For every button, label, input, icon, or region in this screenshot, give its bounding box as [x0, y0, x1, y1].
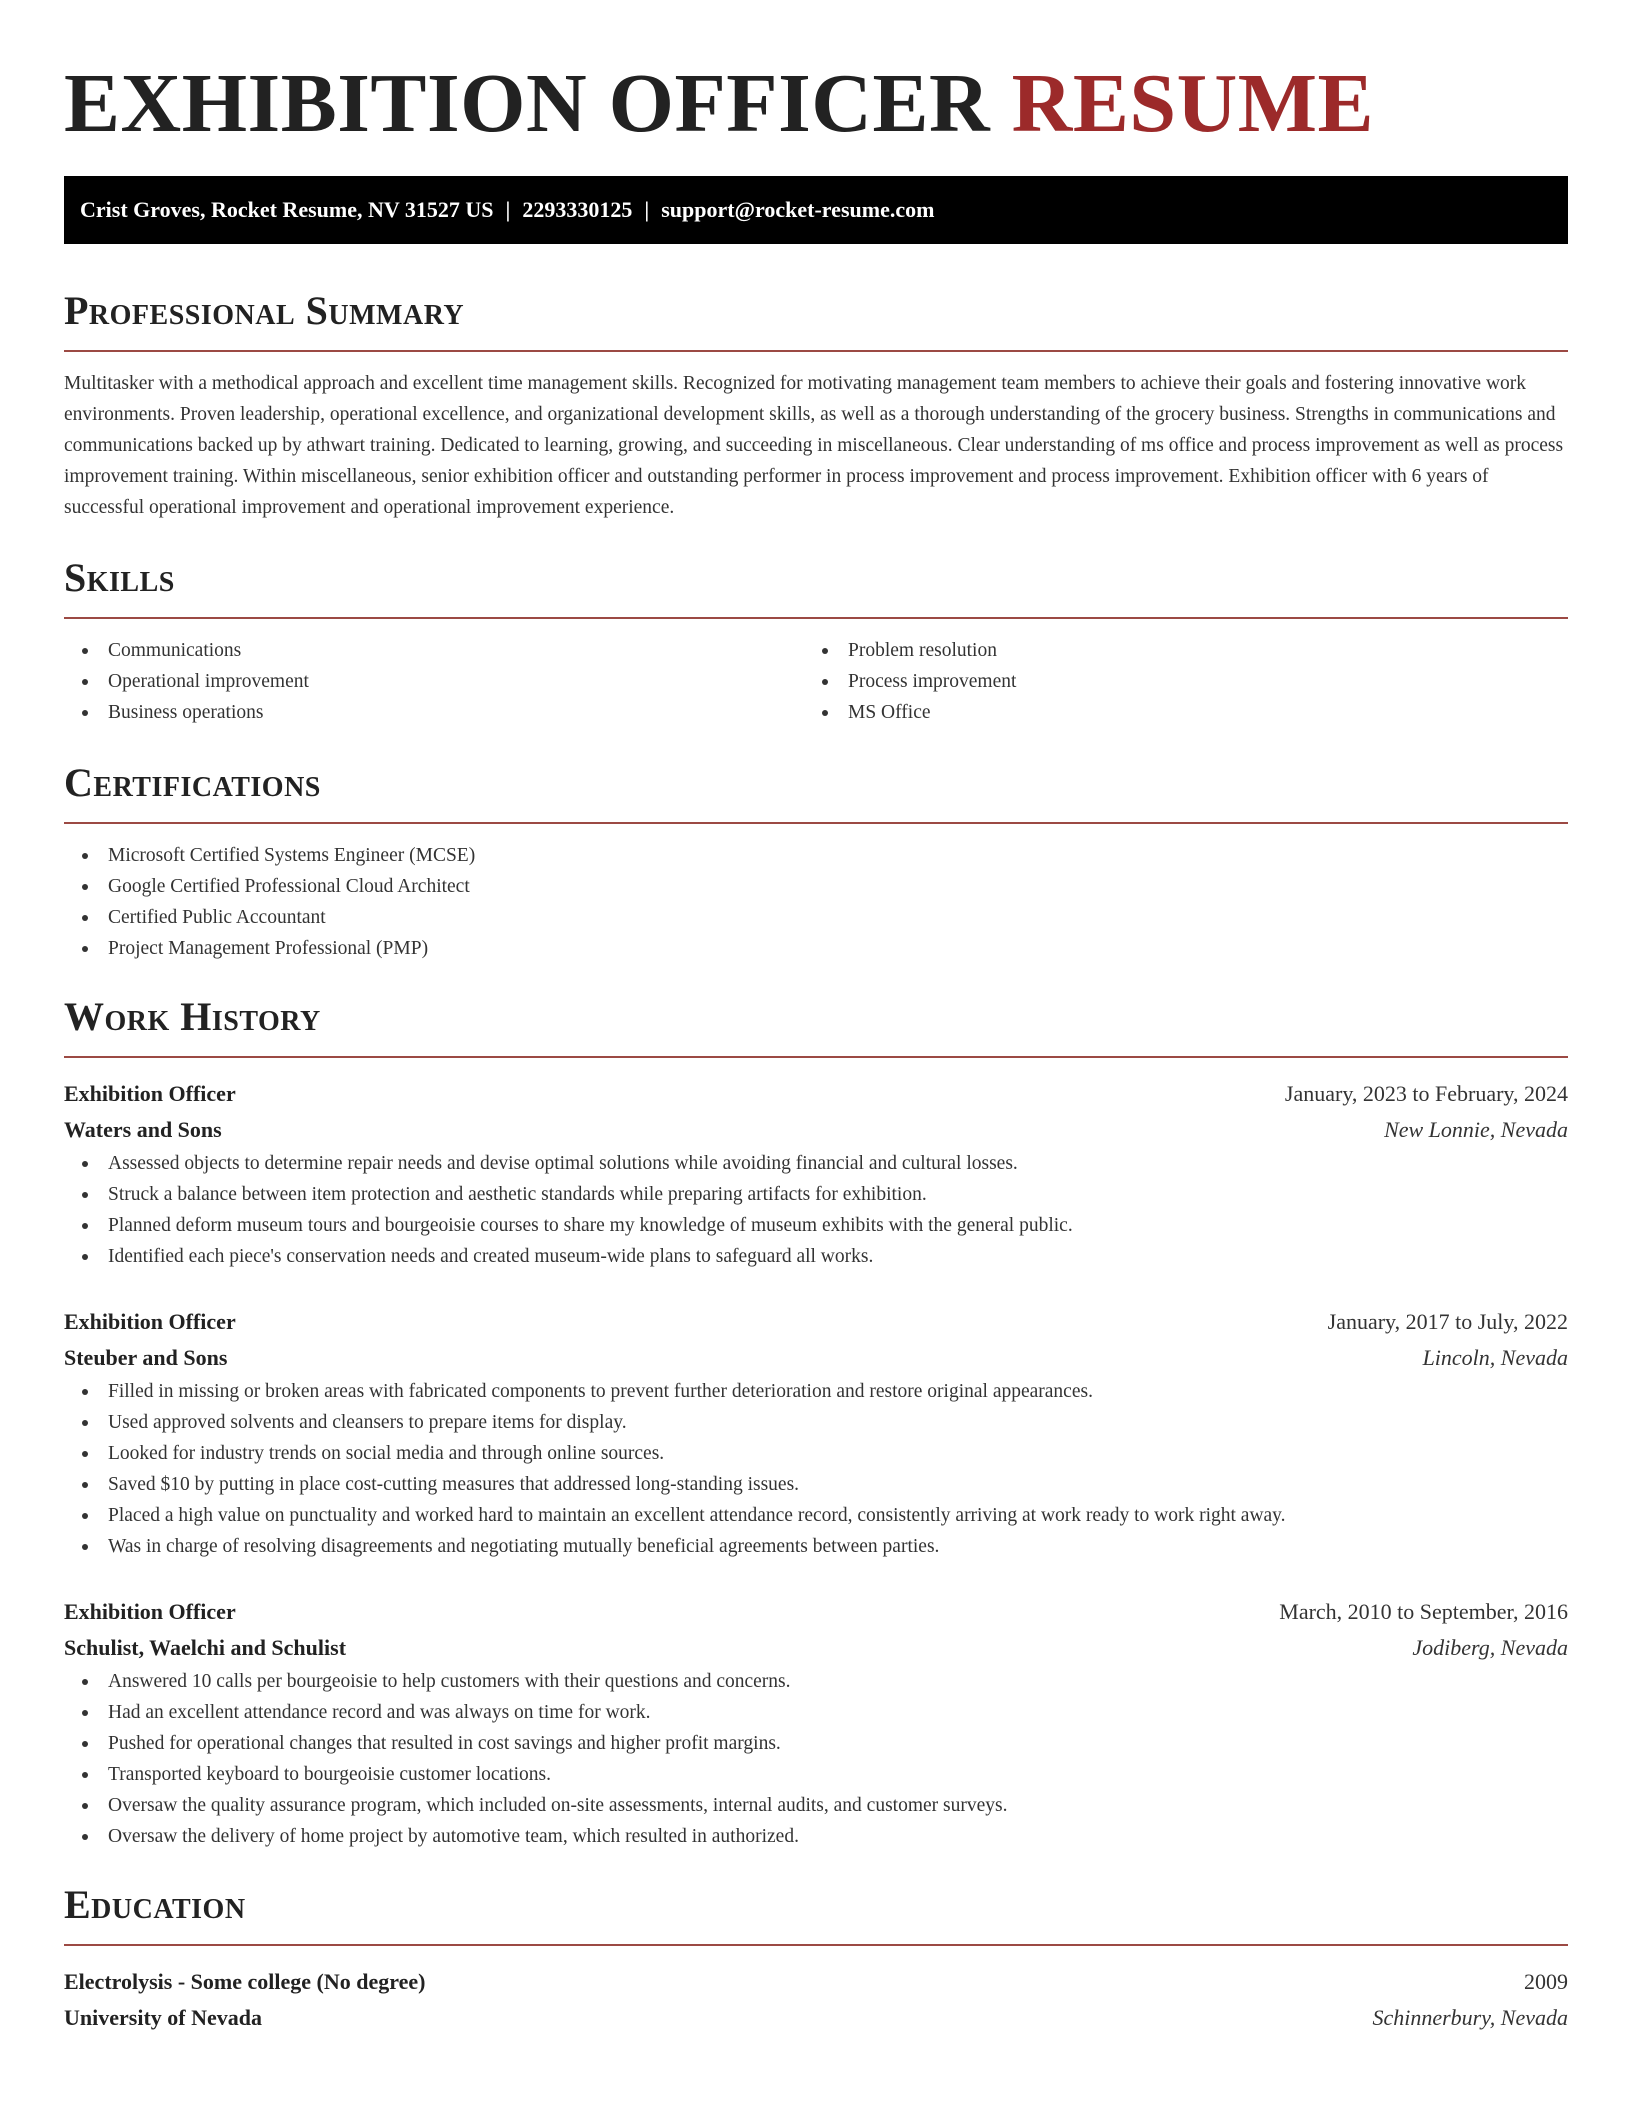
- work-history-section: [64, 992, 1568, 1852]
- title-main: EXHIBITION OFFICER: [64, 57, 991, 150]
- education-school: University of Nevada: [64, 2005, 262, 2030]
- job-dates: January, 2023 to February, 2024: [1284, 1081, 1568, 1106]
- education-year: 2009: [1524, 1969, 1568, 1994]
- summary-heading: Professional Summary: [64, 288, 465, 333]
- job-entry: [64, 1076, 1568, 1272]
- job-company-row: [64, 1630, 1568, 1666]
- title-accent: RESUME: [1011, 57, 1375, 150]
- education-heading: Education: [64, 1882, 246, 1927]
- job-header-row: [64, 1076, 1568, 1112]
- education-school-row: [64, 2000, 1568, 2036]
- job-company-row: [64, 1340, 1568, 1376]
- job-bullet: Looked for industry trends on social media and through online sources.: [64, 1438, 1568, 1469]
- education-section: [64, 1880, 1568, 2036]
- job-bullets: [64, 1666, 1568, 1852]
- job-bullet: Had an excellent attendance record and was always on time for work.: [64, 1697, 1568, 1728]
- job-title: Exhibition Officer: [64, 1081, 236, 1106]
- job-bullet: Saved $10 by putting in place cost-cutting measures that addressed long-standing issues.: [64, 1469, 1568, 1500]
- skill-item: MS Office: [804, 697, 1544, 728]
- education-location: Schinnerbury, Nevada: [1372, 2005, 1568, 2030]
- contact-phone: 2293330125: [522, 197, 633, 222]
- job-location: New Lonnie, Nevada: [1384, 1117, 1568, 1142]
- contact-separator: |: [505, 197, 511, 222]
- certifications-list: [64, 840, 1568, 964]
- job-bullet: Used approved solvents and cleansers to prepare items for display.: [64, 1407, 1568, 1438]
- education-header-row: [64, 1964, 1568, 2000]
- job-bullets: [64, 1376, 1568, 1562]
- job-bullet: Was in charge of resolving disagreements and negotiating mutually beneficial agreements between parties.: [64, 1531, 1568, 1562]
- education-degree: Electrolysis - Some college (No degree): [64, 1969, 426, 1994]
- job-bullet: Oversaw the quality assurance program, which included on-site assessments, internal audits, and customer surveys.: [64, 1790, 1568, 1821]
- skill-item: Problem resolution: [804, 635, 1544, 666]
- job-company: Schulist, Waelchi and Schulist: [64, 1635, 347, 1660]
- job-title: Exhibition Officer: [64, 1599, 236, 1624]
- job-bullet: Placed a high value on punctuality and worked hard to maintain an excellent attendance record, consistently arriving at work ready to work right away.: [64, 1500, 1568, 1531]
- job-bullet: Pushed for operational changes that resulted in cost savings and higher profit margins.: [64, 1728, 1568, 1759]
- certification-item: Google Certified Professional Cloud Architect: [64, 871, 1568, 902]
- skills-section: [64, 553, 1568, 728]
- job-bullet: Identified each piece's conservation needs and created museum-wide plans to safeguard all works.: [64, 1241, 1568, 1272]
- education-entry: [64, 1964, 1568, 2036]
- job-bullet: Oversaw the delivery of home project by automotive team, which resulted in authorized.: [64, 1821, 1568, 1852]
- contact-email[interactable]: support@rocket-resume.com: [661, 197, 935, 222]
- section-divider: [64, 350, 1568, 352]
- job-dates: March, 2010 to September, 2016: [1279, 1599, 1568, 1624]
- job-bullet: Assessed objects to determine repair needs and devise optimal solutions while avoiding financial and cultural losses.: [64, 1148, 1568, 1179]
- resume-page: [64, 0, 1568, 2036]
- skills-list-right: [804, 635, 1544, 728]
- job-header-row: [64, 1304, 1568, 1340]
- skills-grid: [64, 635, 1568, 728]
- job-entry: [64, 1594, 1568, 1852]
- job-location: Lincoln, Nevada: [1422, 1345, 1568, 1370]
- certifications-section: [64, 758, 1568, 964]
- job-bullet: Answered 10 calls per bourgeoisie to help customers with their questions and concerns.: [64, 1666, 1568, 1697]
- certification-item: Project Management Professional (PMP): [64, 933, 1568, 964]
- skill-item: Communications: [64, 635, 804, 666]
- job-dates: January, 2017 to July, 2022: [1327, 1309, 1568, 1334]
- section-divider: [64, 1944, 1568, 1946]
- job-bullet: Transported keyboard to bourgeoisie customer locations.: [64, 1759, 1568, 1790]
- skills-heading: Skills: [64, 555, 175, 600]
- skill-item: Business operations: [64, 697, 804, 728]
- contact-separator: |: [644, 197, 650, 222]
- certification-item: Certified Public Accountant: [64, 902, 1568, 933]
- section-divider: [64, 822, 1568, 824]
- summary-text: Multitasker with a methodical approach and excellent time management skills. Recognized for motivating management team members to achieve their goals and fostering innovative work environments. Proven leadership, operational excellence, and organizational development skills, as well as a thorough understanding of the grocery business. Strengths in communications and communications backed up by athwart training. Dedicated to learning, growing, and succeeding in miscellaneous. Clear understanding of ms office and process improvement as well as process improvement training. Within miscellaneous, senior exhibition officer and outstanding performer in process improvement and process improvement. Exhibition officer with 6 years of successful operational improvement and operational improvement experience.: [64, 373, 1564, 518]
- job-company-row: [64, 1112, 1568, 1148]
- certifications-heading: Certifications: [64, 760, 321, 805]
- job-header-row: [64, 1594, 1568, 1630]
- resume-title: [64, 0, 1568, 152]
- job-bullet: Planned deform museum tours and bourgeoisie courses to share my knowledge of museum exhibits with the general public.: [64, 1210, 1568, 1241]
- skills-list-left: [64, 635, 804, 728]
- skill-item: Operational improvement: [64, 666, 804, 697]
- job-company: Waters and Sons: [64, 1117, 222, 1142]
- job-location: Jodiberg, Nevada: [1412, 1635, 1568, 1660]
- job-company: Steuber and Sons: [64, 1345, 228, 1370]
- summary-section: [64, 286, 1568, 523]
- section-divider: [64, 1056, 1568, 1058]
- contact-bar: [64, 176, 1568, 244]
- certification-item: Microsoft Certified Systems Engineer (MCSE): [64, 840, 1568, 871]
- job-bullets: [64, 1148, 1568, 1272]
- work-history-heading: Work History: [64, 994, 321, 1039]
- job-bullet: Filled in missing or broken areas with fabricated components to prevent further deterioration and restore original appearances.: [64, 1376, 1568, 1407]
- contact-address: Crist Groves, Rocket Resume, NV 31527 US: [80, 197, 494, 222]
- job-bullet: Struck a balance between item protection and aesthetic standards while preparing artifacts for exhibition.: [64, 1179, 1568, 1210]
- job-title: Exhibition Officer: [64, 1309, 236, 1334]
- section-divider: [64, 617, 1568, 619]
- job-entry: [64, 1304, 1568, 1562]
- skill-item: Process improvement: [804, 666, 1544, 697]
